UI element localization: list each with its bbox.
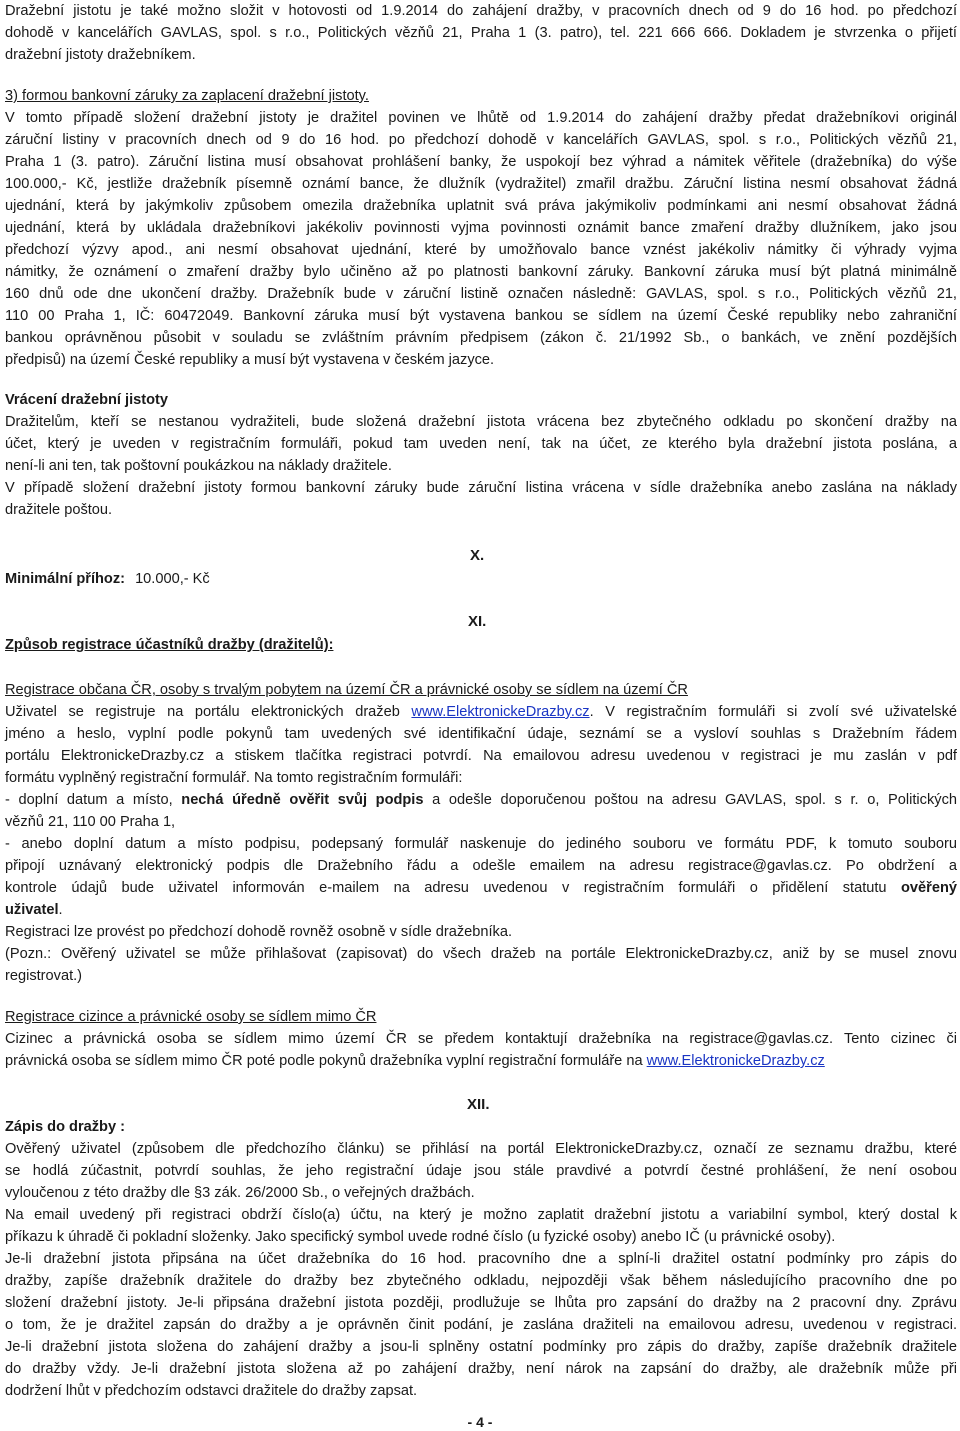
text-line: registrovat.) [5, 968, 83, 984]
text-line: 110 00 Praha 1, IČ: 60472049. Bankovní záruka musí být vystavena bankou se sídlem na území České republiky nebo zahraniční [5, 308, 957, 324]
section-xi-heading: XI. [468, 613, 487, 630]
text-line: vyloučenou z této dražby dle §3 zák. 26/2000 Sb., o veřejných dražbách. [5, 1185, 475, 1201]
text-line: dražební jistoty dražebníkem. [5, 47, 196, 63]
registration-cz-section [5, 679, 957, 987]
elektronicke-drazby-link[interactable]: www.ElektronickeDrazby.cz [411, 704, 590, 720]
text-line [5, 899, 957, 921]
guarantee-section [5, 85, 957, 371]
registration-foreign-section [5, 1006, 957, 1072]
text-line: Dražitelům, kteří se nestanou vydražiteli, bude složená dražební jistota vrácena bez zbytečného odkladu po skončení dražby na [5, 414, 957, 430]
page-number: - 4 - [467, 1414, 493, 1430]
text-fragment: právnická osoba se sídlem mimo ČR poté podle pokynů dražebníka vyplní registrační formuláře na [5, 1053, 647, 1069]
registration-heading: Způsob registrace účastníků dražby (dražitelů): [5, 637, 334, 653]
text-line: jméno a heslo, vyplní podle pokynů tam uvedených své identifikační údaje, seznámí se a vysloví souhlas s Dražebním řádem [5, 726, 957, 742]
guarantee-heading: 3) formou bankovní záruky za zaplacení dražební jistoty. [5, 88, 369, 104]
text-line: složení dražební jistoty. Je-li připsána dražební jistota později, prodlužuje se lhůta pro zapsání do dražby na 2 pracovní dny. Zprávu [5, 1295, 957, 1311]
text-line: Je-li dražební jistota složena do zahájení dražby a jsou-li splněny ostatní podmínky pro zápis do dražby, zapíše dražebník dražitele [5, 1339, 957, 1355]
text-line: připojí uznávaný elektronický podpis dle Dražebního řádu a odešle emailem na adresu registrace@gavlas.cz. Po obdržení a [5, 858, 957, 874]
text-fragment-bold: nechá úředně ověřit svůj podpis [181, 792, 424, 808]
text-fragment-bold: uživatel [5, 902, 59, 918]
text-line: V případě složení dražební jistoty formou bankovní záruky bude záruční listina vrácena v sídle dražebníka anebo zaslána na náklady [5, 480, 957, 496]
text-line [5, 701, 957, 723]
text-line: do dražby vždy. Je-li dražební jistota složena až po zahájení dražby, není nárok na zapsání do dražby, ale dražebník může při [5, 1361, 957, 1377]
text-line: o tom, že je dražitel zapsán do dražby a je oprávněn činit podání, je zaslána dražiteli na emailovou adresu, uvedenou v registraci. [5, 1317, 957, 1333]
entry-heading: Zápis do dražby : [5, 1119, 126, 1135]
text-line: Na email uvedený při registraci obdrží číslo(a) účtu, na který je možno zaplatit dražební jistotu a variabilní symbol, který dostal k [5, 1207, 957, 1223]
text-line: Registraci lze provést po předchozí dohodě rovněž osobně v sídle dražebníka. [5, 924, 513, 940]
registration-heading-line [5, 634, 957, 656]
text-line: Je-li dražební jistota připsána na účet dražebníka do 16 hod. pracovního dne a splní-li dražitel ostatní podmínky pro zápis do [5, 1251, 957, 1267]
text-line: není-li ani ten, tak poštovní poukázkou na náklady dražitele. [5, 458, 392, 474]
section-xii-heading: XII. [467, 1096, 490, 1113]
text-line: formátu vyplněný registrační formulář. Na tomto registračním formuláři: [5, 770, 463, 786]
text-line: 160 dnů ode dne ukončení dražby. Dražebník bude v záruční listině označen následně: GAVLAS, spol. s r.o., Politických vězňů 21, [5, 286, 957, 302]
text-line: dražitele poštou. [5, 502, 113, 518]
text-line: portálu ElektronickeDrazby.cz a stiskem tlačítka registraci potvrdí. Na emailovou adresu uvedenou v registraci je mu zaslán v pdf [5, 748, 957, 764]
min-bid-value: 10.000,- Kč [135, 571, 210, 587]
refund-heading: Vrácení dražební jistoty [5, 392, 169, 408]
text-line: (Pozn.: Ověřený uživatel se může přihlašovat (zapisovat) do všech dražeb na portále ElektronickeDrazby.cz, aniž by se musel znovu [5, 946, 957, 962]
text-line: Dražební jistotu je také možno složit v hotovosti od 1.9.2014 do zahájení dražby, v pracovních dnech od 9 do 16 hod. po předchozí [5, 3, 957, 19]
min-bid-line [5, 568, 957, 590]
text-line: vězňů 21, 110 00 Praha 1, [5, 814, 176, 830]
text-line: 100.000,- Kč, jestliže dražebník písemně oznámí bance, že dlužník (vydražitel) zmařil dražbu. Záruční listina nesmí obsahovat žádná [5, 176, 957, 192]
elektronicke-drazby-link[interactable]: www.ElektronickeDrazby.cz [646, 1053, 825, 1069]
text-fragment: kontrole údajů bude uživatel informován e-mailem na adresu uvedenou v registračním formuláři o přidělení statutu [5, 880, 902, 896]
text-line: účet, který je uveden v registračním formuláři, pokud tam uveden není, tak na účet, ze kterého byla dražební jistota poslána, a [5, 436, 957, 452]
section-x-heading: X. [470, 547, 485, 564]
text-fragment: . [58, 902, 63, 918]
text-fragment: - doplní datum a místo, [5, 792, 182, 808]
text-fragment: a odešle doporučenou poštou na adresu GAVLAS, spol. s r. o, Politických [423, 792, 957, 808]
text-line: se hodlá zúčastnit, potvrdí souhlas, že jeho registrační údaje jsou stále pravdivé a potvrdí čestné prohlášení, že není osobou [5, 1163, 957, 1179]
text-line [5, 1050, 957, 1072]
text-line: příkazu k úhradě či pokladní složenky. Jako specifický symbol uvede rodné číslo (u fyzické osoby) anebo IČ (u právnické osoby). [5, 1229, 836, 1245]
text-line: Praha 1 (3. patro). Záruční listina musí obsahovat prohlášení banky, že uspokojí bez výhrad a námitek věřitele (dražebníka) do výše [5, 154, 957, 170]
refund-section [5, 389, 957, 521]
text-line: Cizinec a právnická osoba se sídlem mimo území ČR se předem kontaktují dražebníka na registrace@gavlas.cz. Tento cizinec či [5, 1031, 957, 1047]
text-fragment-bold: ověřený [901, 880, 957, 896]
entry-section [5, 1116, 957, 1402]
text-line: dražby, zapíše dražebník dražitele do dražby bez zbytečného odkladu, nejpozději však během následujícího pracovního dne po [5, 1273, 957, 1289]
text-line: Ověřený uživatel (způsobem dle předchozího článku) se přihlásí na portál ElektronickeDrazby.cz, označí ze seznamu dražbu, které [5, 1141, 957, 1157]
text-line: předchozí výzvy apod., ani nesmí obsahovat ujednání, které by umožňovalo bance vznést jakékoliv námitky či výhrady vyjma [5, 242, 957, 258]
text-line: ujednání, která by ukládala dražebníkovi jakékoliv povinnosti vyjma povinnosti oznámit bance zmaření dražby dlužníkem, jako jsou [5, 220, 957, 236]
text-line: dodržení lhůt v předchozím odstavci dražitele do dražby zapsat. [5, 1383, 418, 1399]
text-line: záruční listiny v pracovních dnech od 9 do 16 hod. po předchozí dohodě v kancelářích GAVLAS, spol. s r.o., Politických vězňů 21, [5, 132, 957, 148]
text-line: ujednání, která by jakýmkoliv způsobem omezila dražebníka uplatnit svá práva jakýmikoliv podmínkami ani nesmí obsahovat žádná [5, 198, 957, 214]
text-line: V tomto případě složení dražební jistoty je dražitel povinen ve lhůtě od 1.9.2014 do zahájení dražby předat dražebníkovi originál [5, 110, 957, 126]
text-fragment: . V registračním formuláři si zvolí své uživatelské [589, 704, 957, 720]
registration-cz-heading: Registrace občana ČR, osoby s trvalým pobytem na území ČR a právnické osoby se sídlem na území ČR [5, 682, 688, 698]
text-line [5, 789, 957, 811]
text-line [5, 877, 957, 899]
min-bid-label: Minimální příhoz: [5, 571, 125, 587]
text-line: - anebo doplní datum a místo podpisu, podepsaný formulář naskenuje do jediného souboru ve formátu PDF, k tomuto souboru [5, 836, 957, 852]
text-line: námitky, že oznámení o zmaření dražby bylo učiněno až po platnosti bankovní záruky. Bankovní záruka musí být platná minimálně [5, 264, 957, 280]
text-line: předpisů) na území České republiky a musí být vystavena v českém jazyce. [5, 352, 495, 368]
registration-foreign-heading: Registrace cizince a právnické osoby se sídlem mimo ČR [5, 1009, 377, 1025]
text-fragment: Uživatel se registruje na portálu elektronických dražeb [5, 704, 412, 720]
text-line: bankou oprávněnou působit v souladu se zvláštním právním předpisem (zákon č. 21/1992 Sb., o bankách, ve znění pozdějších [5, 330, 957, 346]
text-line: dohodě v kancelářích GAVLAS, spol. s r.o., Politických vězňů 21, Praha 1 (3. patro), tel. 221 666 666. Dokladem je stvrzenka o přijetí [5, 25, 957, 41]
intro-paragraph [5, 0, 957, 66]
